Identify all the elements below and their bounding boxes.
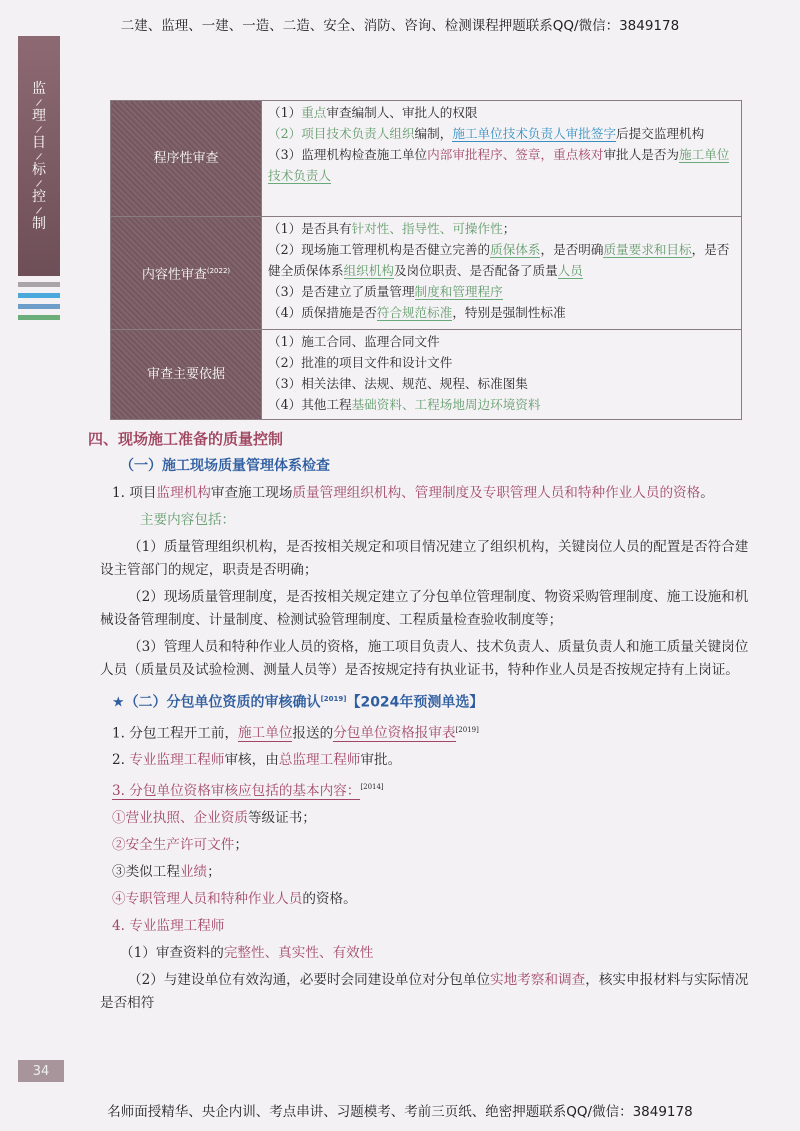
side-tab-char: 监 [32,80,46,97]
text: 审核，由 [224,752,279,769]
highlight-text: 质量要求和目标 [603,242,692,257]
table-row [111,217,742,330]
highlight-text: 质保体系 [490,242,541,257]
text: （1） [268,105,302,120]
paragraph [112,719,760,746]
highlight-text: 实地考察和调查 [490,971,586,988]
text: 审批人是否为 [603,147,680,162]
exam-year: [2014] [360,783,384,792]
text: 审查编制人、审批人的权限 [326,105,478,120]
text: 等级证书； [247,809,316,826]
text: 1. 分包工程开工前， [112,725,239,742]
page-header: 二建、监理、一建、一造、二造、安全、消防、咨询、检测课程押题联系QQ/微信：3849178 [120,18,680,34]
paragraph [112,749,760,772]
row-label-text: 内容性审查 [141,267,207,283]
page-number: 34 [18,1060,64,1082]
row-label: 程序性审查 [111,101,262,217]
highlight-text: 针对性、指导性、可操作性 [351,221,503,236]
highlight-text: 3. 分包单位资格审核应包括的基本内容： [112,782,361,799]
text: （1）审查资料的 [120,944,224,961]
list-item [112,888,760,911]
highlight-text: 施工单位技术负责人审批签字 [452,126,617,141]
exam-year: (2022) [206,266,231,275]
list-item [112,834,760,857]
subsection-heading: （一）施工现场质量管理体系检查 [120,458,330,474]
highlight-text: ②安全生产许可文件 [112,836,235,853]
text: 的资格。 [302,890,357,907]
list-item [100,969,760,1015]
text: （2）现场施工管理机构是否健立完善的 [268,242,491,257]
side-tab-char: 目 [32,134,46,151]
subsection-heading [112,688,760,715]
text: （2）批准的项目文件和设计文件 [268,355,453,370]
text: ，核实申报材料与实际情况是否相符 [100,971,749,1011]
text: （1）是否具有 [268,221,352,236]
text: ，是否明确 [540,242,604,257]
list-item [112,861,760,884]
highlight-text: 组织机构 [343,263,394,278]
text: （1）施工合同、监理合同文件 [268,334,440,349]
chapter-side-tab [18,36,60,276]
row-label [111,217,262,330]
highlight-text: 内部审批程序、签章，重点核对 [427,147,604,162]
row-content [262,101,742,217]
side-stripe-blue [18,304,60,309]
list-label: 主要内容包括： [140,512,236,528]
highlight-text: 施工单位 [238,725,293,742]
table-row [111,330,742,420]
text: ； [234,836,248,853]
page-footer: 名师面授精华、央企内训、考点串讲、习题模考、考前三页纸、绝密押题联系QQ/微信：3849178 [107,1104,693,1120]
highlight-text: 重点 [301,105,327,120]
highlight-text: 制度和管理程序 [414,284,503,299]
highlight-text: 完整性、真实性、有效性 [223,944,374,961]
text: （3）相关法律、法规、规范、规程、标准图集 [268,376,528,391]
text: 后提交监理机构 [616,126,705,141]
section-four [88,428,760,1015]
text: ，是否健全质保体系 [268,242,730,278]
text: （2）与建设单位有效沟通，必要时会同建设单位对分包单位 [128,971,491,988]
text: ； [207,863,221,880]
highlight-text: 质量管理组织机构、管理制度及专职管理人员和特种作业人员的资格 [292,485,701,501]
highlight-text: ④专职管理人员和特种作业人员 [112,890,303,907]
side-stripe-lightblue [18,293,60,298]
highlight-text: 业绩 [179,863,208,880]
side-stripe-green [18,315,60,320]
exam-year: [2019] [320,695,347,703]
text: 审查施工现场 [210,485,293,501]
text: 。 [700,485,714,501]
highlight-text: 监理机构 [156,485,211,501]
highlight-text: 专业监理工程师 [129,752,225,769]
paragraph: 4. 专业监理工程师 [112,917,225,934]
highlight-text: 分包单位资格报审表 [333,725,456,742]
text: ③类似工程 [112,863,180,880]
side-tab-char: 控 [32,188,46,205]
text: 1. 项目 [112,485,157,501]
text: ； [502,221,516,236]
highlight-text: （2）项目技术负责人组织 [268,126,415,141]
row-content [262,330,742,420]
highlight-text: ①营业执照、企业资质 [112,809,248,826]
text: 及岗位职责、是否配备了质量 [393,263,558,278]
highlight-text: 总监理工程师 [278,752,361,769]
row-content [262,217,742,330]
list-item [112,807,760,830]
paragraph [112,482,760,505]
review-table [110,100,742,420]
side-tab-char: 理 [32,107,46,124]
text: 2. [112,752,130,769]
exam-year: [2019] [455,725,479,734]
text: 编制， [414,126,453,141]
list-item [120,942,760,965]
text: （4）其他工程 [268,397,352,412]
side-stripe-gray [18,282,60,287]
row-label: 审查主要依据 [111,330,262,420]
star-icon: ★ [112,694,125,711]
text: （3）是否建立了质量管理 [268,284,415,299]
list-item: （2）现场质量管理制度，是否按相关规定建立了分包单位管理制度、物资采购管理制度、施工设施和机械设备管理制度、计量制度、检测试验管理制度、工程质量检查验收制度等； [100,589,749,628]
list-item: （3）管理人员和特种作业人员的资格，施工项目负责人、技术负责人、质量负责人和施工质量关键岗位人员（质量员及试验检测、测量人员等）是否按规定持有执业证书，特种作业人员是否按规定持有上岗证。 [100,639,749,678]
prediction-tag: 【2024年预测单选】 [346,694,484,711]
text: （3）监理机构检查施工单位 [268,147,428,162]
list-item: （1）质量管理组织机构，是否按相关规定和项目情况建立了组织机构，关键岗位人员的配置是否符合建设主管部门的规定，职责是否明确； [100,539,749,578]
text: 审批。 [360,752,402,769]
highlight-text: 人员 [557,263,583,278]
highlight-text: 施工单位技术负责人 [268,147,730,183]
highlight-text: 基础资料、工程场地周边环境资料 [351,397,541,412]
text: （4）质保措施是否 [268,305,377,320]
side-tab-char: 制 [32,215,46,232]
side-tab-char: 标 [32,161,46,178]
text: （二）分包单位资质的审核确认 [124,694,321,711]
text: ，特别是强制性标准 [452,305,566,320]
table-row [111,101,742,217]
section-heading: 四、现场施工准备的质量控制 [88,430,284,448]
highlight-text: 符合规范标准 [376,305,453,320]
paragraph [112,776,760,803]
text: 报送的 [292,725,334,742]
